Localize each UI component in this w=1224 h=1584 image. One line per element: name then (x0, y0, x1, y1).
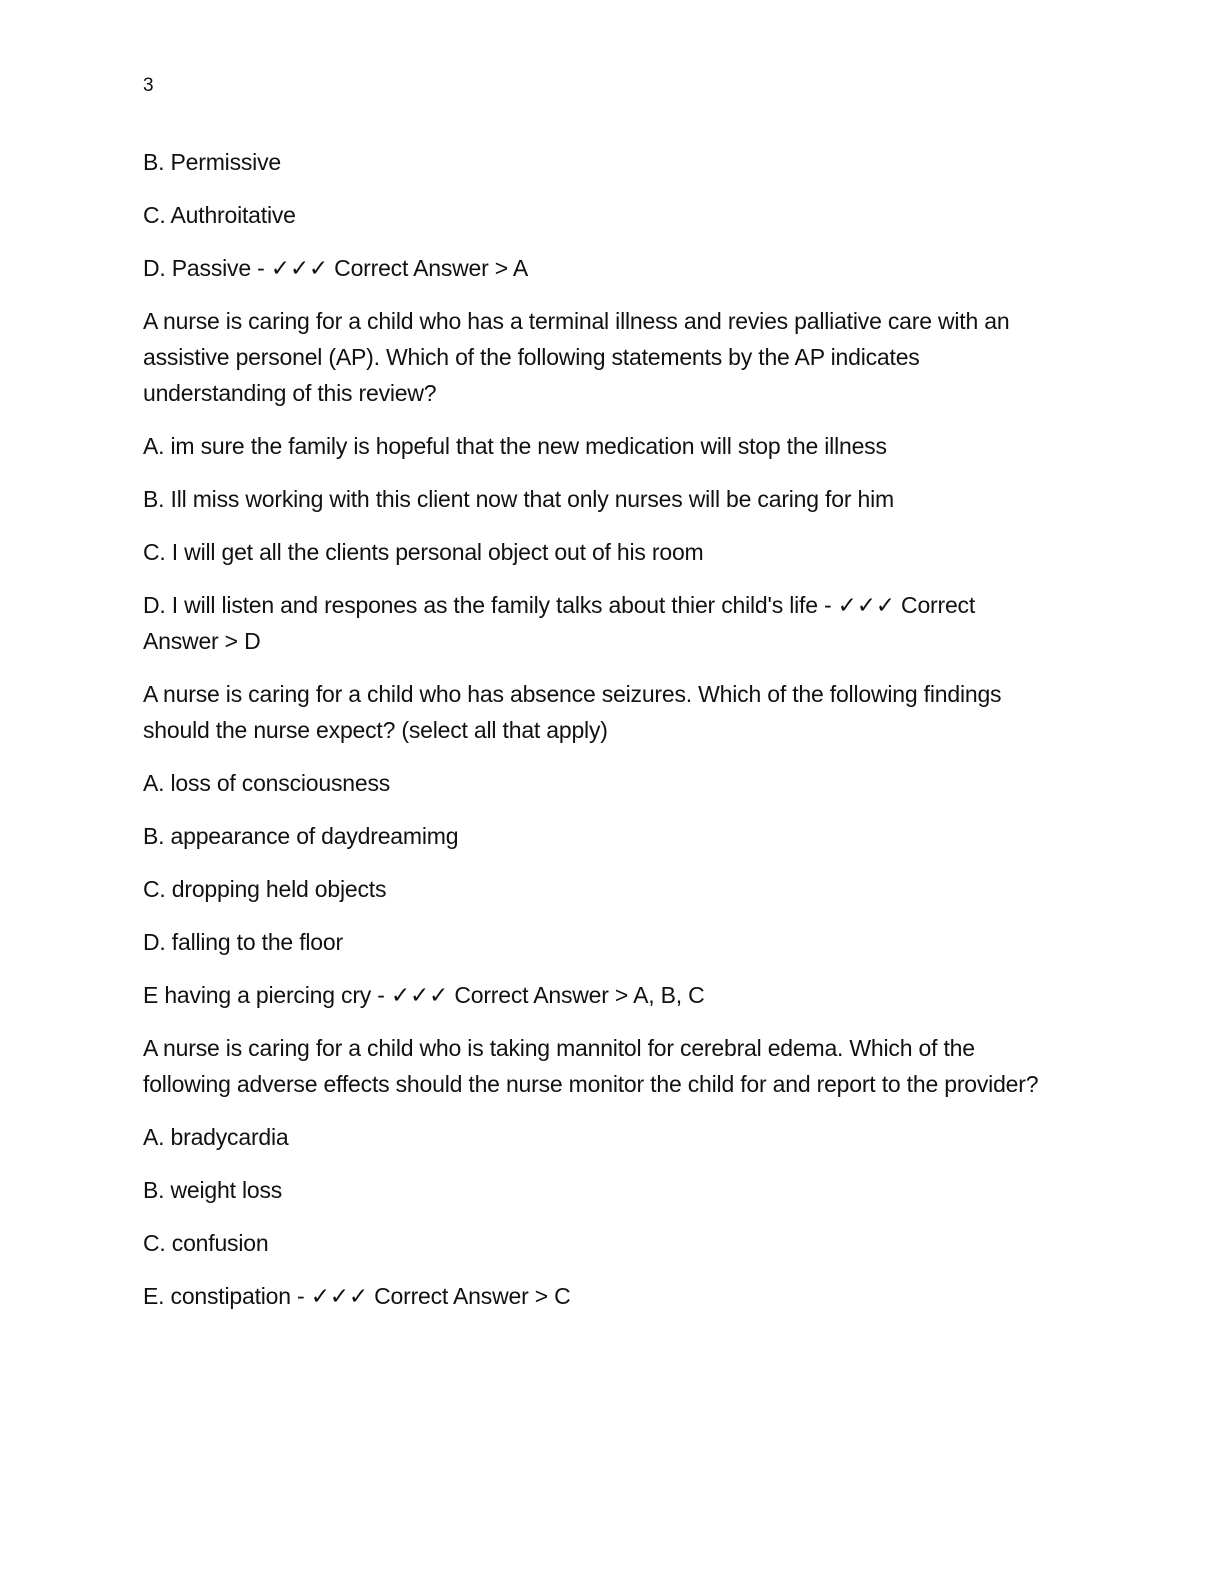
answer-option-with-correct-answer: E. constipation - ✓✓✓ Correct Answer > C (143, 1283, 571, 1309)
answer-option-with-correct-answer: D. I will listen and respones as the family talks about thier child's life - ✓✓✓ Correct Answer > D (143, 592, 976, 654)
answer-option: C. confusion (143, 1230, 269, 1256)
answer-option: C. dropping held objects (143, 876, 387, 902)
answer-option: A. bradycardia (143, 1124, 289, 1150)
answer-option: B. weight loss (143, 1177, 283, 1203)
answer-option-with-correct-answer: E having a piercing cry - ✓✓✓ Correct Answer > A, B, C (143, 982, 705, 1008)
answer-option: A. im sure the family is hopeful that the new medication will stop the illness (143, 433, 887, 459)
question-text: A nurse is caring for a child who has absence seizures. Which of the following findings should the nurse expect? (select all that apply) (143, 681, 1002, 743)
answer-option: C. I will get all the clients personal object out of his room (143, 539, 704, 565)
page-number: 3 (143, 75, 154, 96)
document-body (143, 144, 1043, 1331)
question-text: A nurse is caring for a child who has a terminal illness and revies palliative care with an assistive personel (AP). Which of the following statements by the AP indicates understanding of this review? (143, 308, 1010, 406)
answer-option-with-correct-answer: D. Passive - ✓✓✓ Correct Answer > A (143, 255, 529, 281)
answer-option: B. Permissive (143, 149, 281, 175)
answer-option: D. falling to the floor (143, 929, 343, 955)
answer-option: C. Authroitative (143, 202, 296, 228)
answer-option: B. appearance of daydreamimg (143, 823, 459, 849)
answer-option: B. Ill miss working with this client now that only nurses will be caring for him (143, 486, 894, 512)
question-text: A nurse is caring for a child who is taking mannitol for cerebral edema. Which of the following adverse effects should the nurse monitor the child for and report to the provider? (143, 1035, 1039, 1097)
answer-option: A. loss of consciousness (143, 770, 391, 796)
